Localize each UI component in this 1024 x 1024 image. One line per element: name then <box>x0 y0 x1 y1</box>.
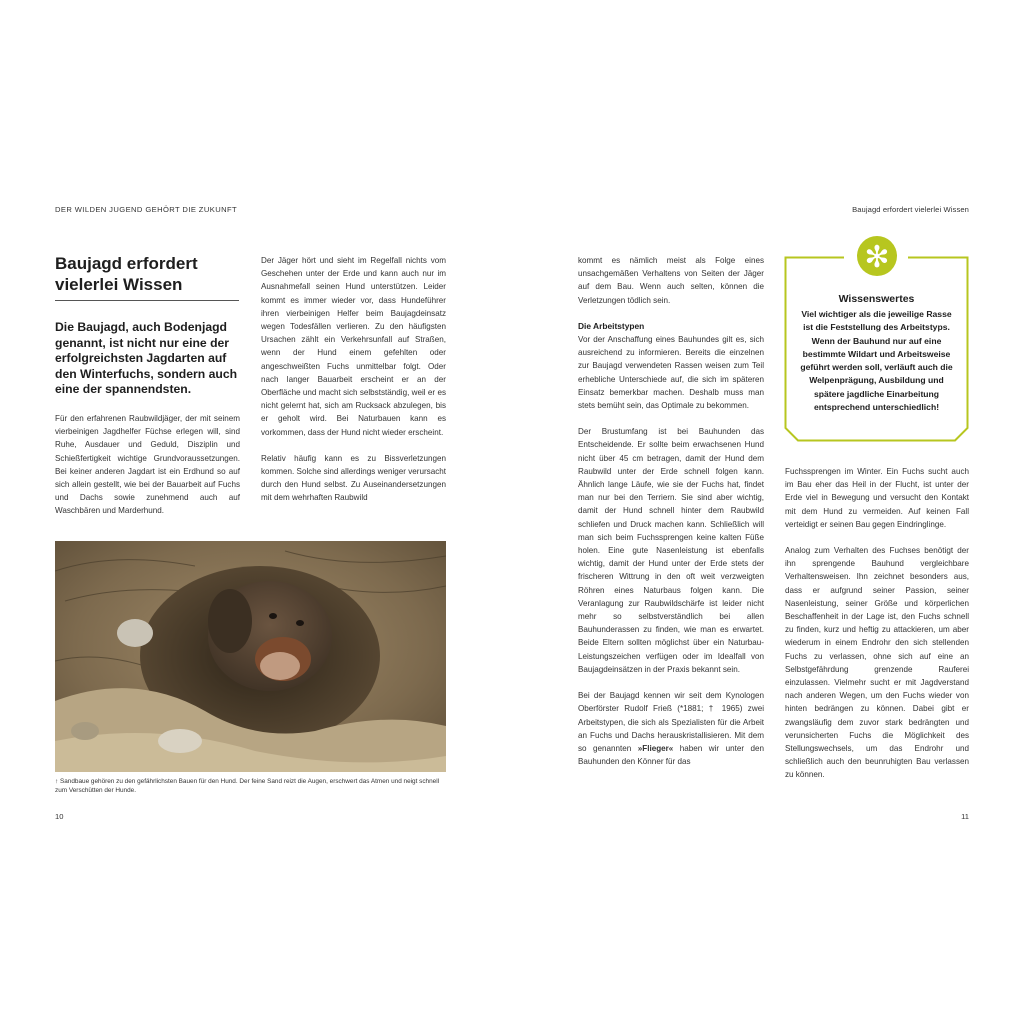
asterisk-icon: ✻ <box>857 236 897 276</box>
caption-arrow-icon: ↑ <box>55 778 59 785</box>
page-number-left: 10 <box>55 812 64 821</box>
column-3-paragraph-4 <box>578 689 764 768</box>
title-rule <box>55 300 239 301</box>
caption-text: Sandbaue gehören zu den gefährlichsten Bauen für den Hund. Der feine Sand reizt die Augen, erschwert das Atmen und neigt schnell zum Verschütten der Hunde. <box>55 778 440 794</box>
paragraph-4-end: haben wir unter den Bauhunden den Könner für das <box>578 743 765 767</box>
info-box-title: Wissenswertes <box>838 293 915 305</box>
page-title <box>55 253 245 295</box>
column-3-paragraph-2: Vor der Anschaffung eines Bauhundes gilt es, sich ausreichend zu informieren. Bereits die einzelnen zur Baujagd verwendeten Rassen weisen zum Teil erhebliche Unterschiede auf, die sich im späteren Einsatz bemerkbar machen. Deshalb muss man stets bemüht sein, das Optimale zu bekommen. <box>578 335 764 411</box>
flieger-term: »Flieger« <box>637 743 674 753</box>
dog-burrow-illustration <box>55 541 446 772</box>
column-2-paragraph-1: Der Jäger hört und sieht im Regelfall nichts vom Geschehen unter der Erde und kann auch nur im Ausnahmefall seinen Hund unterstützen. Leider kommt es immer wieder vor, dass Hundeführer ihren vierbeinigen Helfer beim Baujagdeinsatz wegen Todesfällen verlieren. Zu den häufigsten Ursachen zählt ein Verkehrsunfall auf Straßen, wenn der Hund einem gefehlten oder angeschweißten Fuchs unmittelbar folgt. Oder nach langer Bauarbeit erscheint er an der Oberfläche und macht sich selbstständig, weil er es nicht gelernt hat, sich am Rucksack abzulegen, bis er geholt wird. Bei Naturbauen kann es vorkommen, dass der Hund nicht wieder erscheint. <box>261 256 446 437</box>
info-box <box>784 241 969 442</box>
page-number-right: 11 <box>961 812 969 821</box>
photo-caption <box>55 777 446 795</box>
running-header-right: Baujagd erfordert vielerlei Wissen <box>852 205 969 214</box>
running-header-left: DER WILDEN JUGEND GEHÖRT DIE ZUKUNFT <box>55 205 238 214</box>
column-1-paragraph-1: Für den erfahrenen Raubwildjäger, der mit seinem vierbeinigen Jagdhelfer Füchse erlegen will, sind Ruhe, Ausdauer und Geduld, Disziplin und Schießfertigkeit wichtige Grundvoraussetzungen. Bei keiner anderen Jagdart ist ein Erdhund so auf sich allein gestellt, wie bei der Bauarbeit auf Fuchs und Dachs sowie zunehmend auch auf Waschbären und Marderhund. <box>55 414 240 516</box>
lead-paragraph: Die Baujagd, auch Bodenjagd genannt, ist nicht nur eine der erfolgreichsten Jagdarten auf den Winterfuchs, sondern auch eine der spannendsten. <box>55 320 238 396</box>
column-2-paragraph-2: Relativ häufig kann es zu Bissverletzungen kommen. Solche sind allerdings weniger verursacht durch den Hund selbst. Zu Auseinandersetzungen mit dem wehrhaften Raubwild <box>261 453 446 503</box>
paragraph-4-start: Bei der Baujagd kennen wir seit dem Kynologen Oberförster Rudolf Frieß (*1881; † 1965) zwei Arbeitstypen, die sich als Spezialisten für die Arbeit an Fuchs und Dachs herauskristallisieren. Mit dem so genannten <box>578 691 764 753</box>
column-3-paragraph-1: kommt es nämlich meist als Folge eines unsachgemäßen Verhaltens von Seiten der Jäger auf dem Bau. Wenn auch selten, können die Verletzungen tödlich sein. <box>578 256 764 305</box>
page-title-line-2: vielerlei Wissen <box>55 275 183 294</box>
column-1 <box>55 412 240 531</box>
subheading-arbeitstypen: Die Arbeitstypen <box>578 320 645 331</box>
photo-dog-in-burrow <box>55 541 446 772</box>
page-title-line-1: Baujagd erfordert <box>55 254 198 273</box>
column-3-paragraph-3: Der Brustumfang ist bei Bauhunden das Entscheidende. Er sollte beim erwachsenen Hund nicht über 45 cm betragen, damit der Hund dem Raubwild unter der Erde schnell folgen kann. Ähnlich lange Läufe, wie sie der Fuchs hat, findet man nur bei den Terriern. Sie sind aber wichtig, damit der Hund schnell hinter dem Raubwild schliefen und Druck machen kann. Schließlich will man sich beim Fuchssprengen keine kalten Füße holen. Eine gute Nasenleistung ist ebenfalls wichtig, damit der Hund unter der Erde stets der frischeren Wittrung in den oft weit verzweigten Röhren eines Naturbaus folgen kann. Die Veranlagung zur Raubwildschärfe ist leider nicht mehr so selbstverständlich bei allen Bauhunderassen zu finden, wie man es erwartet. Beide Eltern sollten möglichst über ein Naturbau-Leistungszeichen verfügen oder im Idealfall von Baujagdeinsätzen in der Praxis bekannt sein. <box>578 427 764 674</box>
column-4-paragraph-1: Fuchssprengen im Winter. Ein Fuchs sucht auch im Bau eher das Heil in der Flucht, ist unter der Erde viel in Bewegung und versucht den Kontakt mit dem Hund zu vermeiden. Auf keinen Fall verteidigt er seinen Bau gegen Eindringlinge. <box>785 467 969 529</box>
info-box-text: Viel wichtiger als die jeweilige Rasse ist die Feststellung des Arbeitstyps. Wenn der Bauhund nur auf eine bestimmte Wildart und Arbeitsweise geführt werden soll, verläuft auch die Welpenprägung, Ausbildung und spätere jagdliche Einarbeitung entsprechend unterschiedlich! <box>800 309 953 413</box>
column-2 <box>261 254 446 518</box>
column-4-paragraph-2: Analog zum Verhalten des Fuchses benötigt der ihn sprengende Bauhund vergleichbare Verhaltensweisen. Ihn zeichnet besonders aus, dass er aufgrund seiner Passion, seiner Nasenleistung, seiner Größe und körperlichen Beschaffenheit in der Lage ist, den Fuchs schnell zu finden, kurz und heftig zu attackieren, um aber wiederum in einem Endrohr den sich stellenden Fuchs zu verlassen, ohne sich auf eine an Selbstgefährdung grenzende Rauferei einzulassen. Vielmehr sucht er mit Jagdverstand nach anderen Wegen, um den Fuchs wieder von hinten bedrängen zu können. Dabei gibt er zwangsläufig dem zuvor stark bedrängten und verunsicherten Fuchs die Möglichkeit des Stellungswechsels, um das Endrohr und schließlich auch den beunruhigten Bau verlassen zu können. <box>785 546 969 780</box>
column-3 <box>578 254 764 781</box>
column-4 <box>785 465 969 795</box>
